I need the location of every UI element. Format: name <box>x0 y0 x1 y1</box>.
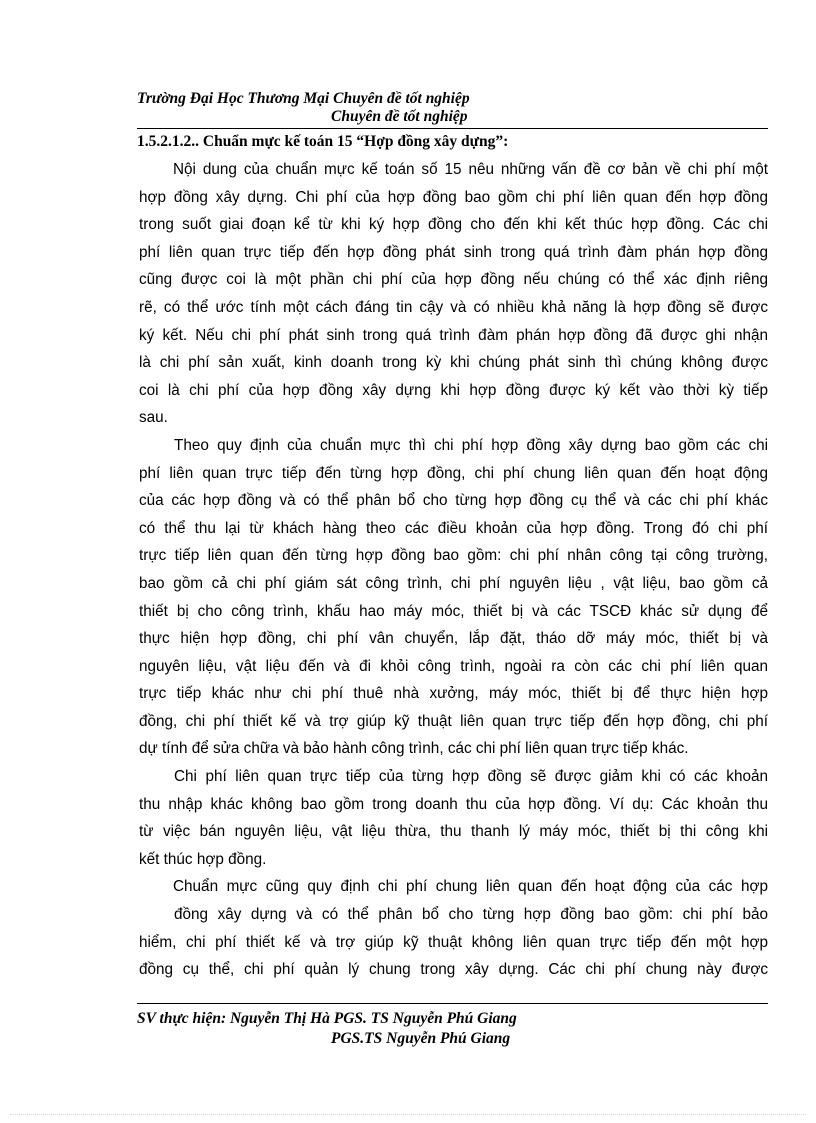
paragraph-4-line: Chuẩn mực cũng quy định chi phí chung liên quan đến hoạt động của các hợp <box>173 878 768 896</box>
header-line-1: Trường Đại Học Thương Mại Chuyên đề tốt nghiệp <box>137 90 470 107</box>
paragraph-2-line: Theo quy định của chuẩn mực thì chi phí hợp đồng xây dựng bao gồm các chi <box>174 436 768 454</box>
paragraph-2-line: trực tiếp liên quan đến từng hợp đồng bao gồm: chi phí nhân công tại công trường, <box>139 547 768 565</box>
footer-line-1: SV thực hiện: Nguyễn Thị Hà PGS. TS Nguyễn Phú Giang <box>137 1010 517 1027</box>
paragraph-1-line: sau. <box>139 409 168 427</box>
paragraph-1-line: hợp đồng xây dựng. Chi phí của hợp đồng bao gồm chi phí liên quan đến hợp đồng <box>139 188 768 206</box>
page-footer <box>137 1009 770 1049</box>
page-header <box>137 90 770 126</box>
paragraph-2-line: có thể thu lại từ khách hàng theo các điều khoản của hợp đồng. Trong đó chi phí <box>139 519 768 537</box>
paragraph-1-line: coi là chi phí của hợp đồng xây dựng khi hợp đồng được ký kết vào thời kỳ tiếp <box>139 381 768 399</box>
paragraph-1-line: Nội dung của chuẩn mực kế toán số 15 nêu những vấn đề cơ bản về chi phí một <box>173 161 768 178</box>
paragraph-4-line: đồng xây dựng và có thể phân bổ cho từng hợp đồng bao gồm: chi phí bảo <box>174 906 768 924</box>
paragraph-1-line: cũng được coi là một phần chi phí của hợp đồng nếu chúng có thể xác định riêng <box>139 271 768 289</box>
paragraph-2-line: thiết bị cho công trình, khấu hao máy móc, thiết bị và các TSCĐ khác sử dụng để <box>139 602 768 620</box>
paragraph-3-line: thu nhập khác không bao gồm trong doanh thu của hợp đồng. Ví dụ: Các khoản thu <box>139 795 768 813</box>
paragraph-1-line: là chi phí sản xuất, kinh doanh trong kỳ khi chúng phát sinh thì chúng không được <box>139 354 768 372</box>
section-title: 1.5.2.1.2.. Chuẩn mực kế toán 15 “Hợp đồng xây dựng”: <box>137 133 509 150</box>
paragraph-1-line: phí liên quan trực tiếp đến hợp đồng phát sinh trong quá trình đàm phán hợp đồng <box>139 243 768 261</box>
paragraph-2-line: của các hợp đồng và có thể phân bổ cho từng hợp đồng cụ thể và các chi phí khác <box>139 492 768 510</box>
paragraph-2-line: nguyên liệu, vật liệu đến và đi khỏi công trình, ngoài ra còn các chi phí liên quan <box>139 657 768 675</box>
footer-divider <box>137 1003 768 1004</box>
paragraph-1-line: ký kết. Nếu chi phí phát sinh trong quá trình đàm phán hợp đồng đã được ghi nhận <box>139 326 768 344</box>
paragraph-4-line: hiểm, chi phí thiết kế và trợ giúp kỹ thuật không liên quan trực tiếp đến một hợp <box>139 933 768 951</box>
paragraph-2-line: trực tiếp khác như chi phí thuê nhà xưởng, máy móc, thiết bị để thực hiện hợp <box>139 685 768 703</box>
paragraph-2-line: dự tính để sửa chữa và bảo hành công trình, các chi phí liên quan trực tiếp khác. <box>139 740 689 758</box>
header-line-2: Chuyên đề tốt nghiệp <box>331 108 468 125</box>
page-edge-divider <box>10 1114 806 1115</box>
body-text <box>139 156 768 984</box>
paragraph-2-line: bao gồm cả chi phí giám sát công trình, chi phí nguyên liệu , vật liệu, bao gồm cả <box>139 574 768 592</box>
paragraph-2-line: đồng, chi phí thiết kế và trợ giúp kỹ thuật liên quan trực tiếp đến hợp đồng, chi phí <box>139 712 768 730</box>
paragraph-4-line: đồng cụ thể, chi phí quản lý chung trong xây dựng. Các chi phí chung này được <box>139 961 768 979</box>
paragraph-1-line: trong suốt giai đoạn kể từ khi ký hợp đồng cho đến khi kết thúc hợp đồng. Các chi <box>139 216 768 234</box>
footer-line-2: PGS.TS Nguyễn Phú Giang <box>331 1030 511 1047</box>
paragraph-2-line: phí liên quan trực tiếp đến từng hợp đồng, chi phí chung liên quan đến hoạt động <box>139 464 768 482</box>
paragraph-3-line: kết thúc hợp đồng. <box>139 850 267 868</box>
paragraph-2-line: thực hiện hợp đồng, chi phí vân chuyển, lắp đặt, tháo dỡ máy móc, thiết bị và <box>139 630 768 648</box>
paragraph-3-line: từ việc bán nguyên liệu, vật liệu thừa, thu thanh lý máy móc, thiết bị thi công khi <box>139 823 768 841</box>
paragraph-3-line: Chi phí liên quan trực tiếp của từng hợp đồng sẽ được giảm khi có các khoản <box>174 768 768 786</box>
paragraph-1-line: rẽ, có thể ước tính một cách đáng tin cậy và có nhiều khả năng là hợp đồng sẽ được <box>139 298 768 316</box>
header-divider <box>137 128 768 129</box>
